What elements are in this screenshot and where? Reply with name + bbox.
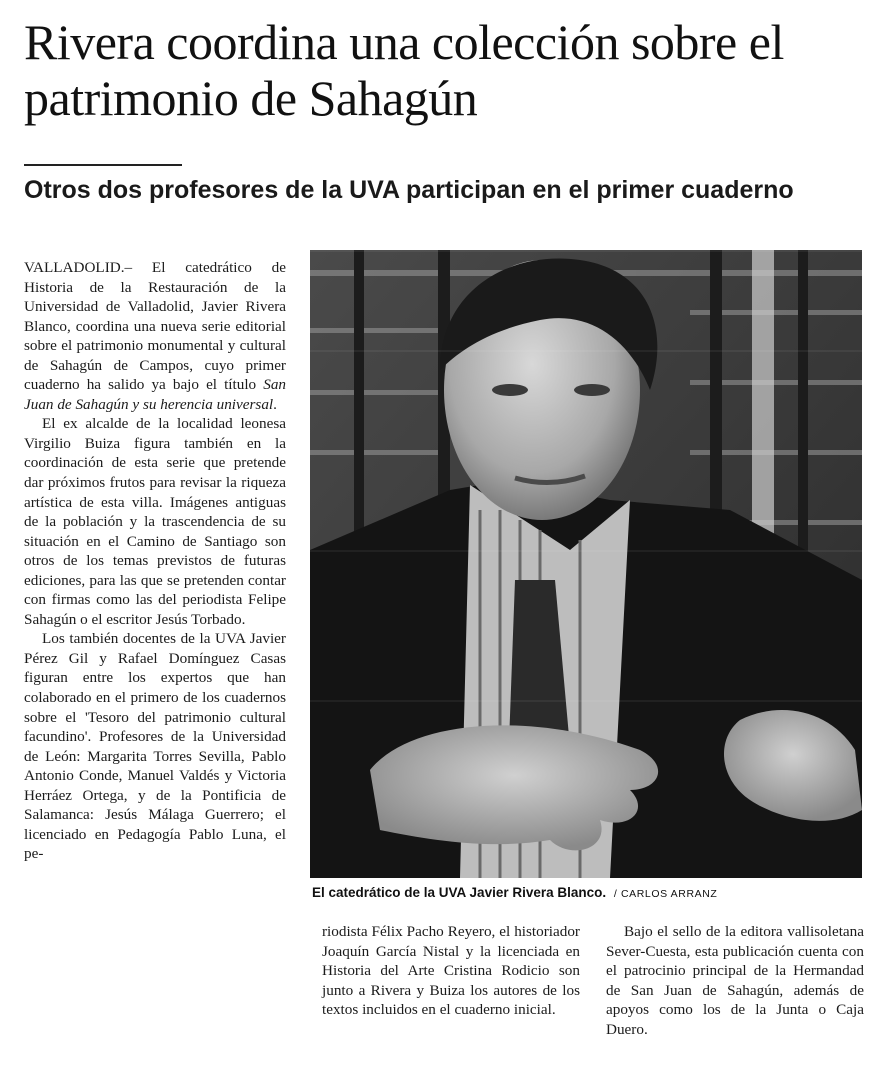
paragraph-1 <box>24 258 286 414</box>
paragraph-1-end: . <box>273 395 277 413</box>
portrait-photo <box>310 250 862 878</box>
paragraph-4: riodista Félix Pacho Reyero, el historiador Joaquín García Nistal y la licenciada en Historia del Arte Cristina Rodicio son junto a Rivera y Buiza los autores de los textos incluidos en el cuaderno inicial. <box>322 923 580 1019</box>
photo-caption <box>312 884 872 903</box>
body-column-3 <box>606 922 864 1039</box>
book-title: San Juan de Sahagún y su herencia universal <box>24 376 286 413</box>
paragraph-2: El ex alcalde de la localidad leonesa Virgilio Buiza figura también en la coordinación de esta serie que pretende dar próximos frutos para revisar la riqueza artística de esta villa. Imágenes antiguas de la población y la trascendencia de su situación en el Camino de Santiago son otros de los temas previstos de futuras ediciones, para las que se pretenden contar con firmas como las del periodista Felipe Sahagún o el escritor Jesús Torbado. <box>24 415 286 628</box>
headline: Rivera coordina una colección sobre el patrimonio de Sahagún <box>24 14 784 126</box>
paragraph-1-start: VALLADOLID.– El catedrático de Historia de la Restauración de la Universidad de Valladolid, Javier Rivera Blanco, coordina una nueva serie editorial sobre el patrimonio monumental y cultural de Sahagún de Campos, cuyo primer cuaderno ha salido ya bajo el título <box>24 259 286 394</box>
paragraph-3: Los también docentes de la UVA Javier Pérez Gil y Rafael Domínguez Casas figuran entre los expertos que han colaborado en el primero de los cuadernos sobre el 'Tesoro del patrimonio cultural facundino'. Profesores de la Universidad de León: Margarita Torres Sevilla, Pablo Antonio Conde, Manuel Valdés y Victoria Herráez Ortega, y de la Pontificia de Salamanca: Jesús Málaga Guerrero; el licenciado en Pedagogía Pablo Luna, el pe- <box>24 630 286 863</box>
paragraph-5: Bajo el sello de la editora vallisoletana Sever-Cuesta, esta publicación cuenta con el patrocinio principal de la Hermandad de San Juan de Sahagún, además de apoyos como los de la Junta o Caja Duero. <box>606 923 864 1038</box>
photo-credit: / CARLOS ARRANZ <box>613 888 718 900</box>
caption-text: El catedrático de la UVA Javier Rivera Blanco. <box>312 885 607 900</box>
headline-rule <box>24 164 182 166</box>
subtitle: Otros dos profesores de la UVA participan en el primer cuaderno <box>24 176 794 204</box>
body-column-2 <box>322 922 580 1020</box>
body-column-1 <box>24 258 286 864</box>
